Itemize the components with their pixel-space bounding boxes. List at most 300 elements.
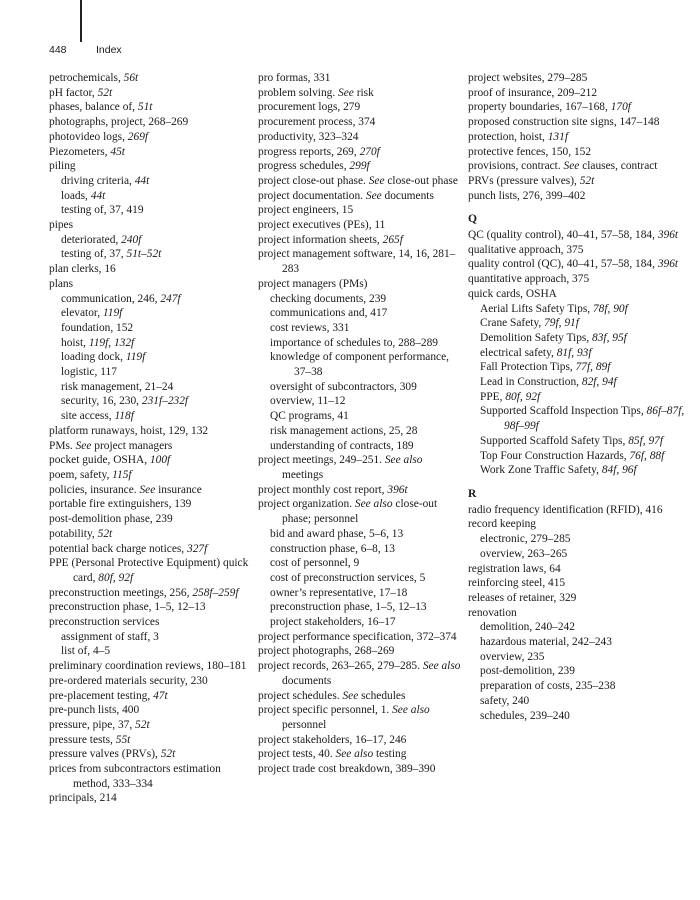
index-subentry	[258, 527, 466, 542]
entry-italic: 85f, 97f	[628, 434, 664, 447]
entry-text: importance of schedules to, 288–289	[270, 336, 438, 349]
index-entry	[49, 439, 249, 454]
entry-text: proposed construction site signs, 147–148	[468, 116, 660, 129]
index-entry	[468, 517, 688, 532]
index-entry	[49, 115, 249, 130]
index-entry	[258, 218, 466, 233]
entry-text: protection, hoist,	[468, 130, 548, 143]
index-entry	[258, 233, 466, 248]
entry-text: quantitative approach, 375	[468, 273, 590, 286]
entry-text: plans	[49, 277, 74, 290]
entry-text: pre-placement testing,	[49, 689, 154, 702]
entry-text: construction phase, 6–8, 13	[270, 542, 395, 555]
entry-italic: 270f	[359, 145, 380, 158]
index-entry	[258, 277, 466, 292]
entry-text: Supported Scaffold Inspection Tips,	[480, 405, 647, 418]
entry-text: cost of personnel, 9	[270, 557, 360, 570]
entry-text: QC (quality control), 40–41, 57–58, 184,	[468, 229, 658, 242]
entry-text: project stakeholders, 16–17, 246	[258, 733, 407, 746]
index-subentry	[49, 630, 249, 645]
entry-italic: 81f, 93f	[556, 346, 592, 359]
entry-text: electronic, 279–285	[480, 533, 571, 546]
entry-text: poem, safety,	[49, 468, 113, 481]
entry-text: Top Four Construction Hazards,	[480, 449, 630, 462]
index-subentry	[258, 586, 466, 601]
entry-italic: 52t	[160, 748, 176, 761]
entry-text: property boundaries, 167–168,	[468, 101, 611, 114]
section-letter: Q	[468, 212, 478, 226]
entry-text: assignment of staff, 3	[61, 630, 159, 643]
entry-text: provisions, contract.	[468, 160, 564, 173]
entry-text: project managers (PMs)	[258, 277, 368, 290]
entry-text: quality control (QC), 40–41, 57–58, 184,	[468, 258, 658, 271]
entry-text: Demolition Safety Tips,	[480, 331, 593, 344]
entry-italic: 231f–232f	[141, 395, 189, 408]
index-entry	[468, 159, 688, 174]
entry-italic: 396t	[657, 229, 679, 242]
index-entry	[49, 556, 249, 585]
entry-text: communications and, 417	[270, 307, 388, 320]
index-entry	[468, 86, 688, 101]
entry-text: driving criteria,	[61, 174, 135, 187]
entry-text: potability,	[49, 527, 98, 540]
index-entry	[258, 762, 466, 777]
index-entry	[258, 189, 466, 204]
entry-italic: 52t	[579, 174, 595, 187]
entry-text: pipes	[49, 219, 74, 232]
entry-italic: 83f, 95f	[592, 331, 627, 344]
index-entry	[468, 606, 688, 621]
index-subentry	[258, 542, 466, 557]
index-entry	[468, 272, 688, 287]
entry-text: testing of, 37, 419	[61, 204, 144, 217]
entry-text: radio frequency identification (RFID), 416	[468, 503, 663, 516]
entry-text: Crane Safety,	[480, 317, 545, 330]
entry-italic: 115f	[112, 468, 132, 481]
entry-text: procurement logs, 279	[258, 101, 361, 114]
entry-text: project performance specification, 372–374	[258, 630, 457, 643]
index-subentry	[468, 331, 688, 346]
entry-text: plan clerks, 16	[49, 263, 116, 276]
entry-italic: 269f	[127, 130, 149, 143]
entry-text: quick cards, OSHA	[468, 287, 557, 300]
index-entry	[49, 615, 249, 630]
entry-text: project management software, 14, 16, 281–283	[258, 248, 456, 276]
entry-italic: See also	[392, 704, 430, 717]
index-entry	[468, 189, 688, 204]
entry-italic: See	[563, 160, 580, 173]
index-subentry	[49, 306, 249, 321]
section-letter: R	[468, 486, 477, 500]
entry-text: pressure tests,	[49, 733, 116, 746]
entry-text: project information sheets,	[258, 233, 383, 246]
entry-text: portable fire extinguishers, 139	[49, 498, 192, 511]
entry-italic: 265f	[382, 233, 403, 246]
entry-text: preconstruction services	[49, 616, 160, 629]
entry-text: cost reviews, 331	[270, 321, 350, 334]
page-number: 448	[49, 44, 67, 56]
entry-text-tail: documents	[282, 674, 332, 687]
entry-text: electrical safety,	[480, 346, 557, 359]
index-subentry	[468, 360, 688, 375]
entry-text: safety, 240	[480, 694, 530, 707]
entry-text: preconstruction meetings, 256,	[49, 586, 193, 599]
entry-text: protective fences, 150, 152	[468, 145, 592, 158]
entry-text-tail: documents	[381, 189, 434, 202]
entry-text: logistic, 117	[61, 366, 117, 379]
entry-text-tail: risk	[353, 86, 374, 99]
entry-italic: 131f	[547, 130, 568, 143]
entry-text: checking documents, 239	[270, 292, 387, 305]
index-entry	[468, 71, 688, 86]
entry-text: principals, 214	[49, 792, 117, 805]
index-column-3	[468, 71, 688, 723]
entry-text: pressure valves (PRVs),	[49, 748, 161, 761]
entry-text: pre-punch lists, 400	[49, 704, 140, 717]
index-entry	[258, 174, 466, 189]
entry-text: loading dock,	[61, 351, 126, 364]
index-subentry	[49, 644, 249, 659]
entry-italic: 52t	[97, 527, 113, 540]
entry-text: project tests, 40.	[258, 748, 336, 761]
entry-italic: 240f	[121, 233, 142, 246]
entry-italic: 56t	[123, 72, 139, 84]
index-subentry	[468, 449, 688, 464]
index-subentry	[258, 556, 466, 571]
index-entry	[49, 453, 249, 468]
index-subentry	[468, 404, 688, 433]
index-subentry	[49, 321, 249, 336]
entry-italic: 118f	[114, 410, 134, 423]
entry-text: project meetings, 249–251.	[258, 454, 385, 467]
entry-italic: 119f	[102, 307, 123, 320]
entry-italic: 47t	[153, 689, 168, 702]
index-entry	[49, 762, 249, 791]
index-subentry	[49, 365, 249, 380]
entry-text: project specific personnel, 1.	[258, 704, 393, 717]
entry-italic: See also	[354, 498, 393, 511]
entry-italic: See also	[335, 748, 374, 761]
entry-italic: See	[75, 439, 92, 452]
entry-italic: 299f	[349, 160, 370, 173]
entry-italic: See	[139, 483, 156, 496]
entry-italic: 119f	[125, 351, 146, 364]
entry-italic: 247f	[160, 292, 181, 305]
entry-text: photovideo logs,	[49, 130, 128, 143]
entry-text: post-demolition, 239	[480, 665, 575, 678]
entry-text-tail: close-out phase; personnel	[282, 498, 438, 526]
index-subentry	[49, 409, 249, 424]
index-entry	[468, 100, 688, 115]
entry-text: project documentation.	[258, 189, 366, 202]
entry-text: schedules, 239–240	[480, 709, 570, 722]
entry-text: communication, 246,	[61, 292, 161, 305]
entry-text: risk management, 21–24	[61, 380, 174, 393]
index-subentry	[258, 615, 466, 630]
index-entry	[258, 145, 466, 160]
index-subentry	[258, 380, 466, 395]
index-subentry	[49, 203, 249, 218]
index-entry	[258, 659, 466, 688]
entry-text: releases of retainer, 329	[468, 591, 577, 604]
index-entry	[468, 576, 688, 591]
entry-text: petrochemicals,	[49, 72, 124, 84]
index-entry	[49, 218, 249, 233]
index-entry	[258, 703, 466, 732]
index-subentry	[258, 350, 466, 379]
index-subentry	[468, 375, 688, 390]
index-entry	[49, 86, 249, 101]
index-entry	[258, 100, 466, 115]
entry-text: project executives (PEs), 11	[258, 219, 386, 232]
entry-italic: See	[342, 689, 359, 702]
entry-italic: 119f, 132f	[88, 336, 135, 349]
entry-text-tail: schedules	[358, 689, 406, 702]
entry-text: prices from subcontractors estimation method, 333–334	[49, 763, 221, 790]
entry-italic: 170f	[610, 101, 631, 114]
index-column-2	[258, 71, 466, 777]
index-subentry	[468, 650, 688, 665]
entry-italic: 80f, 92f	[505, 390, 541, 403]
index-subentry	[258, 409, 466, 424]
entry-text: punch lists, 276, 399–402	[468, 189, 586, 202]
entry-text: project schedules.	[258, 689, 343, 702]
index-entry	[258, 115, 466, 130]
index-entry	[49, 689, 249, 704]
index-subentry	[49, 233, 249, 248]
index-entry	[258, 644, 466, 659]
index-entry	[49, 733, 249, 748]
entry-text: PPE (Personal Protective Equipment) quick card,	[49, 557, 249, 584]
index-entry	[49, 71, 249, 86]
entry-text: demolition, 240–242	[480, 621, 575, 634]
index-entry	[468, 115, 688, 130]
index-entry	[49, 424, 249, 439]
index-entry	[468, 145, 688, 160]
entry-text: PPE,	[480, 390, 506, 403]
index-entry	[49, 277, 249, 292]
entry-text-tail: clauses, contract	[579, 160, 658, 173]
entry-text: procurement process, 374	[258, 116, 376, 129]
entry-text: deteriorated,	[61, 233, 122, 246]
index-entry	[468, 591, 688, 606]
entry-text: project close-out phase.	[258, 174, 369, 187]
index-subentry	[468, 547, 688, 562]
index-entry	[468, 243, 688, 258]
entry-italic: See also	[422, 660, 461, 673]
entry-text-tail: testing	[373, 748, 407, 761]
index-entry	[49, 483, 249, 498]
index-subentry	[258, 394, 466, 409]
index-entry	[258, 497, 466, 526]
entry-text: progress schedules,	[258, 160, 350, 173]
index-subentry	[468, 346, 688, 361]
index-subentry	[258, 600, 466, 615]
entry-text: oversight of subcontractors, 309	[270, 380, 417, 393]
entry-italic: 258f–259f	[192, 586, 239, 599]
index-entry	[258, 130, 466, 145]
entry-text: potential back charge notices,	[49, 542, 188, 555]
index-subentry	[468, 679, 688, 694]
index-subentry	[49, 350, 249, 365]
index-entry	[258, 733, 466, 748]
entry-text: preliminary coordination reviews, 180–181	[49, 660, 247, 673]
entry-text: Supported Scaffold Safety Tips,	[480, 434, 629, 447]
index-entry	[468, 130, 688, 145]
entry-italic: See	[365, 189, 382, 202]
entry-text: qualitative approach, 375	[468, 243, 584, 256]
index-subentry	[468, 532, 688, 547]
index-subentry	[258, 571, 466, 586]
entry-text-tail: personnel	[282, 718, 327, 731]
entry-text: photographs, project, 268–269	[49, 116, 189, 129]
entry-text: owner’s representative, 17–18	[270, 586, 408, 599]
entry-text: cost of preconstruction services, 5	[270, 571, 426, 584]
entry-text: pre-ordered materials security, 230	[49, 674, 208, 687]
index-entry	[258, 747, 466, 762]
entry-text: project websites, 279–285	[468, 72, 588, 84]
entry-text: pro formas, 331	[258, 72, 331, 84]
entry-text: bid and award phase, 5–6, 13	[270, 527, 404, 540]
index-entry	[258, 71, 466, 86]
entry-text: loads,	[61, 189, 91, 202]
index-entry	[258, 483, 466, 498]
entry-italic: 79f, 91f	[544, 317, 579, 330]
entry-text: preconstruction phase, 1–5, 12–13	[270, 601, 427, 614]
entry-text: list of, 4–5	[61, 645, 111, 658]
entry-text: Fall Protection Tips,	[480, 361, 576, 374]
index-entry	[49, 497, 249, 512]
index-subentry	[49, 292, 249, 307]
entry-text: renovation	[468, 606, 517, 619]
index-entry	[49, 145, 249, 160]
index-entry	[49, 703, 249, 718]
index-subentry	[49, 380, 249, 395]
entry-text: project engineers, 15	[258, 204, 354, 217]
entry-italic: 45t	[110, 145, 125, 158]
index-subentry	[258, 292, 466, 307]
entry-text: Lead in Construction,	[480, 376, 582, 389]
entry-italic: 52t	[135, 718, 150, 731]
index-entry	[49, 659, 249, 674]
entry-italic: See	[368, 174, 385, 187]
index-entry	[258, 453, 466, 482]
entry-text: Work Zone Traffic Safety,	[480, 464, 602, 477]
index-entry	[49, 718, 249, 733]
entry-italic: See	[338, 86, 354, 99]
entry-text: project photographs, 268–269	[258, 645, 395, 658]
entry-text: post-demolition phase, 239	[49, 513, 173, 526]
entry-text: security, 16, 230,	[61, 395, 142, 408]
index-entry	[468, 174, 688, 189]
index-subentry	[468, 434, 688, 449]
entry-text: testing of, 37,	[61, 248, 127, 261]
entry-text: foundation, 152	[61, 321, 134, 334]
index-subentry	[258, 336, 466, 351]
index-entry	[49, 600, 249, 615]
index-subentry	[258, 321, 466, 336]
entry-text: problem solving.	[258, 86, 339, 99]
index-subentry	[468, 709, 688, 724]
running-head: Index	[96, 44, 122, 56]
index-subentry	[468, 302, 688, 317]
index-entry	[49, 791, 249, 806]
index-subentry	[49, 189, 249, 204]
entry-text: project organization.	[258, 498, 355, 511]
index-subentry	[468, 390, 688, 405]
entry-italic: 84f, 96f	[601, 464, 637, 477]
entry-text: overview, 11–12	[270, 395, 346, 408]
entry-text: piling	[49, 160, 76, 173]
index-subentry	[468, 664, 688, 679]
entry-text: pressure, pipe, 37,	[49, 718, 136, 731]
index-subentry	[468, 463, 688, 478]
header-rule	[80, 0, 82, 42]
index-subentry	[258, 439, 466, 454]
entry-italic: 82f, 94f	[581, 376, 617, 389]
entry-italic: See also	[384, 454, 423, 467]
index-entry	[49, 159, 249, 174]
entry-text: policies, insurance.	[49, 483, 140, 496]
entry-text: Piezometers,	[49, 145, 111, 158]
entry-italic: 51t	[137, 101, 153, 114]
entry-text: elevator,	[61, 307, 103, 320]
entry-italic: 55t	[115, 733, 131, 746]
entry-text: project monthly cost report,	[258, 483, 388, 496]
entry-text: record keeping	[468, 518, 536, 531]
entry-italic: 100f	[149, 454, 171, 467]
index-entry	[468, 287, 688, 302]
index-entry	[49, 586, 249, 601]
index-subentry	[468, 635, 688, 650]
entry-text: overview, 263–265	[480, 547, 568, 560]
index-subentry	[49, 336, 249, 351]
entry-text: understanding of contracts, 189	[270, 439, 414, 452]
entry-text: platform runaways, hoist, 129, 132	[49, 424, 209, 437]
entry-text: reinforcing steel, 415	[468, 577, 566, 590]
index-entry	[258, 689, 466, 704]
index-entry	[49, 674, 249, 689]
entry-text: risk management actions, 25, 28	[270, 424, 418, 437]
index-entry	[258, 247, 466, 276]
entry-text: productivity, 323–324	[258, 130, 359, 143]
index-entry	[49, 747, 249, 762]
index-subentry	[49, 394, 249, 409]
entry-text: overview, 235	[480, 650, 545, 663]
index-entry	[49, 527, 249, 542]
index-entry	[49, 542, 249, 557]
entry-italic: 396t	[657, 258, 679, 271]
entry-text: pocket guide, OSHA,	[49, 454, 150, 467]
index-entry	[49, 100, 249, 115]
entry-italic: 77f, 89f	[575, 361, 611, 374]
index-column-1	[49, 71, 249, 806]
index-entry	[468, 257, 688, 272]
entry-italic: 52t	[97, 86, 113, 99]
entry-text: QC programs, 41	[270, 410, 349, 423]
entry-text: registration laws, 64	[468, 562, 561, 575]
index-entry	[49, 262, 249, 277]
entry-italic: 51t–52t	[126, 248, 162, 261]
index-entry	[258, 203, 466, 218]
index-entry	[258, 630, 466, 645]
entry-text: proof of insurance, 209–212	[468, 86, 598, 99]
entry-italic: 44t	[134, 174, 150, 187]
entry-italic: 80f, 92f	[98, 571, 134, 584]
entry-italic: 396t	[387, 483, 408, 496]
index-entry	[468, 503, 688, 518]
entry-italic: 44t	[90, 189, 106, 202]
